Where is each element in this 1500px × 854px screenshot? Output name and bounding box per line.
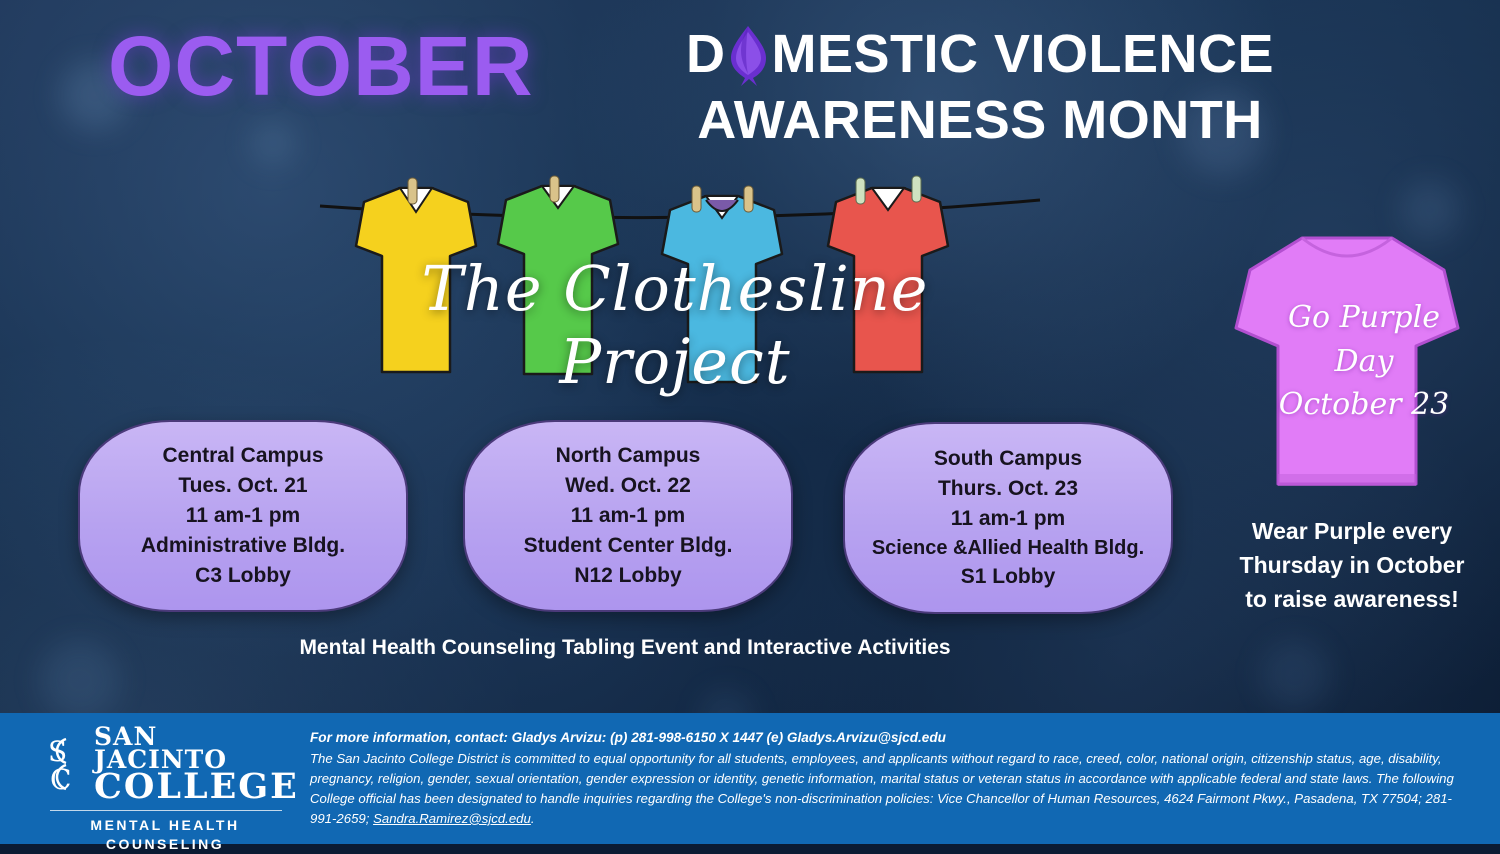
go-purple-tee-text <box>1248 296 1480 427</box>
awareness-ribbon-icon <box>725 28 771 82</box>
event-date: Thurs. Oct. 23 <box>937 476 1079 500</box>
event-card-north <box>463 420 793 612</box>
sjc-monogram-icon <box>48 735 88 797</box>
bokeh-dot <box>1260 640 1330 710</box>
event-building: Student Center Bldg. <box>523 533 733 557</box>
wear-purple-line-2: Thursday in October <box>1239 552 1465 579</box>
tee-line-3: October 23 <box>1278 387 1450 422</box>
event-campus: Central Campus <box>162 444 324 468</box>
event-campus: South Campus <box>933 447 1083 471</box>
month-heading: OCTOBER <box>108 19 534 113</box>
event-room: C3 Lobby <box>195 563 291 587</box>
title-line2: AWARENESS MONTH <box>697 89 1263 150</box>
title-line1-after: MESTIC VIOLENCE <box>771 24 1275 84</box>
event-time: 11 am-1 pm <box>950 506 1066 530</box>
event-room: S1 Lobby <box>960 565 1056 588</box>
disclaimer-body: The San Jacinto College District is committed to equal opportunity for all students, employees, and applicants without regard to race, creed, color, national origin, citizenship status, age, disability, pregnancy, religion, gender, sexual orientation, gender expression or identity, genetic information, marital status or veteran status in accordance with applicable federal and state laws. The following College official has been designated to handle inquiries regarding the College's non-discrimination policies: Vice Chancellor of Human Resources, 4624 Fairmont Pkwy., Pasadena, TX 77504; 281-991-2659; <box>310 750 1454 826</box>
event-building: Science &Allied Health Bldg. <box>871 536 1145 559</box>
footer-bar <box>0 713 1500 853</box>
event-date: Tues. Oct. 21 <box>178 474 308 498</box>
college-logo <box>48 722 299 854</box>
event-time: 11 am-1 pm <box>185 504 301 528</box>
nondiscrimination-statement <box>310 749 1460 829</box>
svg-text:S: S <box>48 735 68 769</box>
logo-sub-line-1: MENTAL HEALTH <box>90 817 240 834</box>
event-building: Administrative Bldg. <box>140 533 346 557</box>
wear-purple-caption <box>1210 514 1494 616</box>
svg-text:C: C <box>50 763 72 797</box>
logo-line-1: SAN JACINTO <box>94 722 228 774</box>
event-room: N12 Lobby <box>574 563 682 587</box>
event-time: 11 am-1 pm <box>570 504 686 528</box>
wear-purple-line-3: to raise awareness! <box>1245 586 1459 613</box>
hr-email-link[interactable]: Sandra.Ramirez@sjcd.edu <box>373 810 531 826</box>
footer-text-block <box>310 728 1460 829</box>
tee-line-1: Go Purple <box>1288 300 1440 335</box>
tee-line-2: Day <box>1334 343 1394 379</box>
logo-divider <box>50 810 282 811</box>
bokeh-dot <box>250 120 296 166</box>
event-date: Wed. Oct. 22 <box>565 474 691 498</box>
logo-sub-line-2: COUNSELING <box>105 836 225 853</box>
event-card-central <box>78 420 408 612</box>
event-tagline: Mental Health Counseling Tabling Event and Interactive Activities <box>299 636 951 659</box>
event-campus: North Campus <box>555 444 701 468</box>
contact-line: For more information, contact: Gladys Arvizu: (p) 281-998-6150 X 1447 (e) Gladys.Arvizu@sjcd.edu <box>310 730 946 745</box>
event-list <box>78 418 1178 618</box>
event-card-south <box>843 422 1173 614</box>
project-name: The Clothesline Project <box>421 252 929 398</box>
wear-purple-line-1: Wear Purple every <box>1251 518 1453 544</box>
title-line1-before: D <box>685 24 726 84</box>
bokeh-dot <box>40 640 120 720</box>
logo-line-2: COLLEGE <box>94 766 299 807</box>
page-title <box>640 22 1320 154</box>
disclaimer-end: . <box>530 810 535 826</box>
